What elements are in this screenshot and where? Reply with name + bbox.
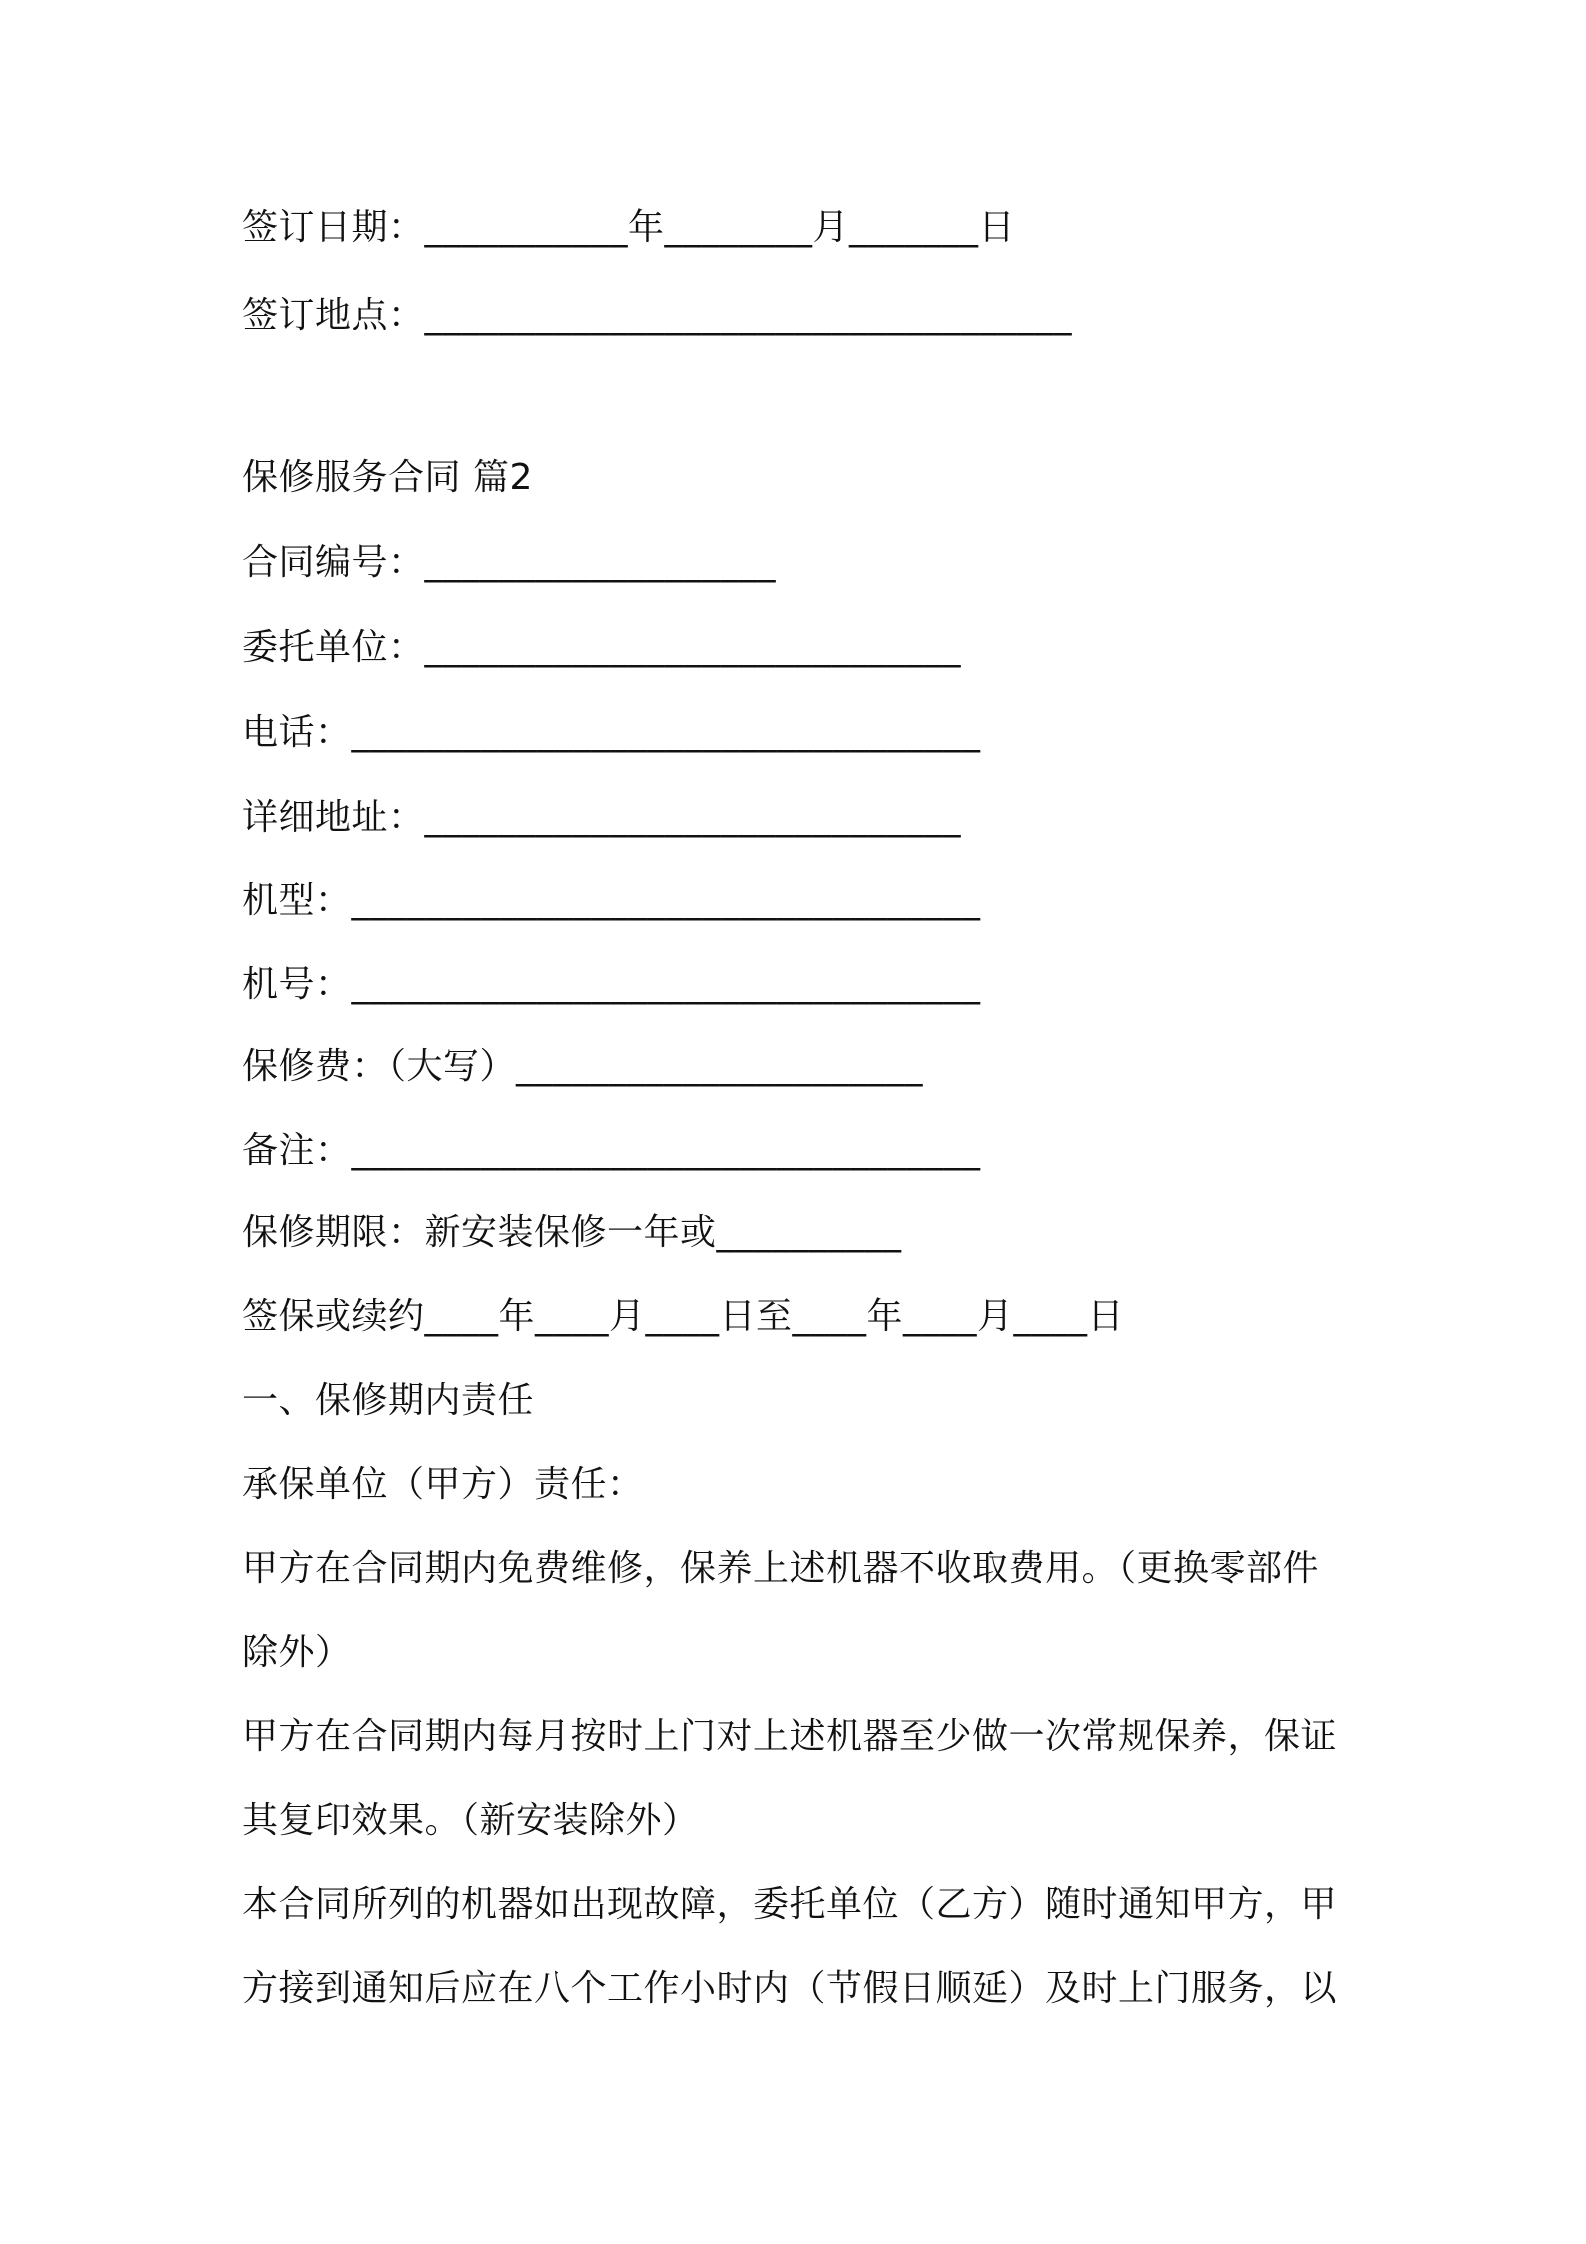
paragraph-line: 甲方在合同期内每月按时上门对上述机器至少做一次常规保养，保证 [242,1716,1338,1757]
fee-line: 保修费：（大写）______________________ [242,1046,924,1087]
section-heading-1: 一、保修期内责任 [242,1380,535,1421]
contract-number-line: 合同编号：___________________ [242,542,777,583]
contract-heading: 保修服务合同 篇2 [242,457,533,498]
warranty-period-line: 保修期限：新安装保修一年或__________ [242,1212,902,1253]
renewal-date-line: 签保或续约____年____月____日至____年____月____日 [242,1296,1125,1337]
paragraph-line: 甲方在合同期内免费维修，保养上述机器不收取费用。（更换零部件 [242,1548,1320,1589]
serial-number-line: 机号：__________________________________ [242,964,981,1005]
signing-date-line: 签订日期：___________年________月_______日 [242,207,1016,248]
client-unit-line: 委托单位：_____________________________ [242,627,962,668]
paragraph-line: 其复印效果。（新安装除外） [242,1800,699,1841]
model-line: 机型：__________________________________ [242,880,981,921]
signing-place-line: 签订地点：___________________________________ [242,295,1073,336]
phone-line: 电话：__________________________________ [242,712,981,753]
paragraph-line: 除外） [242,1632,352,1673]
party-a-responsibility-heading: 承保单位（甲方）责任： [242,1464,644,1505]
paragraph-line: 本合同所列的机器如出现故障，委托单位（乙方）随时通知甲方，甲 [242,1884,1338,1925]
paragraph-line: 方接到通知后应在八个工作小时内（节假日顺延）及时上门服务，以 [242,1968,1338,2009]
remarks-line: 备注：__________________________________ [242,1130,981,1171]
address-line: 详细地址：_____________________________ [242,797,962,838]
